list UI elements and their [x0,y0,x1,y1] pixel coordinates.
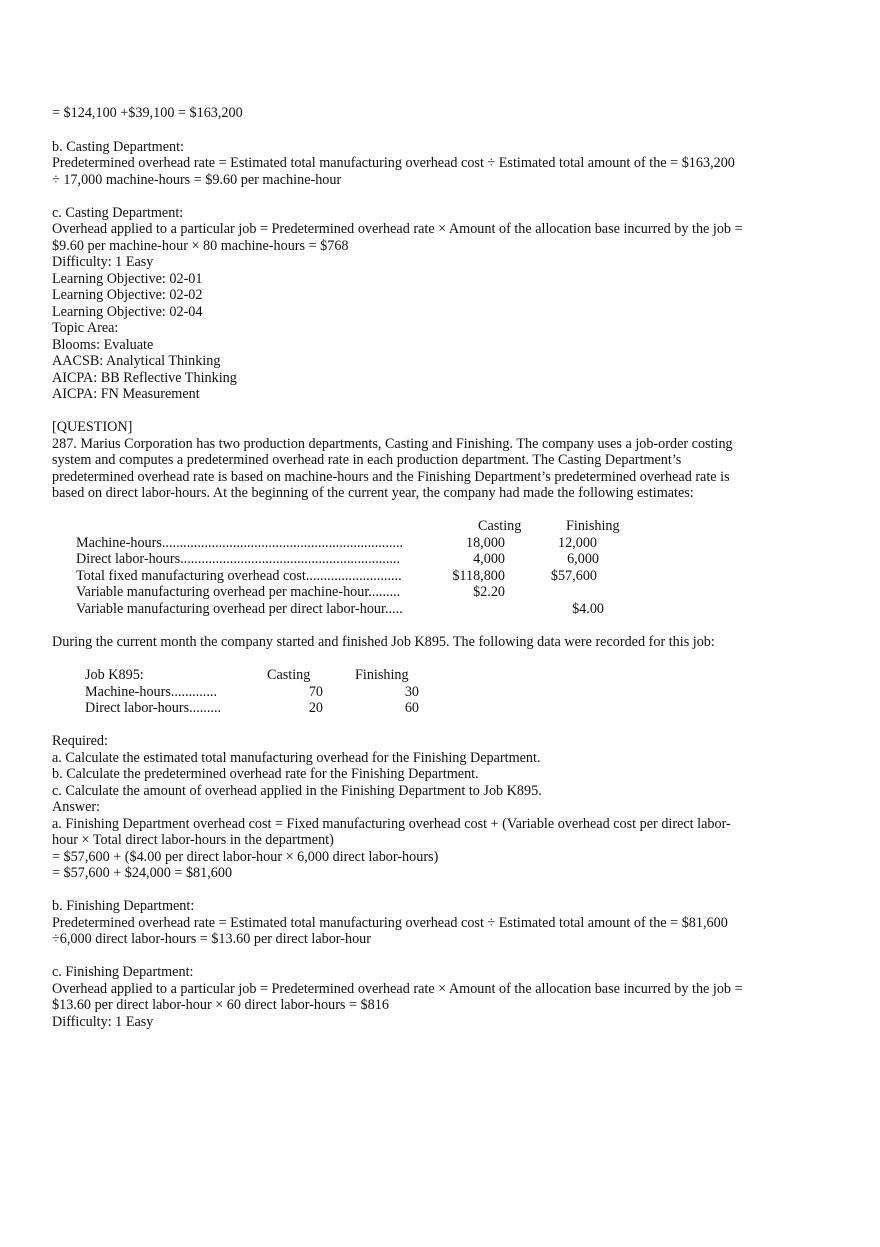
casting-b-heading: b. Casting Department: [52,139,184,155]
answer-c-heading: c. Finishing Department: [52,964,194,980]
job-cell-casting: 70 [308,684,323,700]
casting-c-line-2: $9.60 per machine-hour × 80 machine-hours = $768 [52,238,349,254]
job-cell-finishing: 30 [404,684,419,700]
meta-aicpa: AICPA: BB Reflective Thinking [52,370,237,386]
estimates-row-label: Direct labor-hours.............................................................. [76,551,401,567]
estimates-cell-casting: 4,000 [473,551,505,567]
job-intro-line: During the current month the company started and finished Job K895. The following data were recorded for this job: [52,634,715,650]
meta-aacsb: AACSB: Analytical Thinking [52,353,221,369]
answer-b-line: Predetermined overhead rate = Estimated total manufacturing overhead cost ÷ Estimated total amount of the = $81,600 [52,915,728,931]
question-line: system and computes a predetermined overhead rate in each production department. The Casting Department’s [52,452,682,468]
question-line: based on direct labor-hours. At the beginning of the current year, the company had made the following estimates: [52,485,694,501]
estimates-cell-finishing: 6,000 [567,551,599,567]
casting-c-line-1: Overhead applied to a particular job = Predetermined overhead rate × Amount of the allocation base incurred by the job = [52,221,743,237]
answer-b-line: ÷6,000 direct labor-hours = $13.60 per direct labor-hour [52,931,371,947]
answer-a-line: = $57,600 + ($4.00 per direct labor-hour × 6,000 direct labor-hours) [52,849,439,865]
required-item: a. Calculate the estimated total manufacturing overhead for the Finishing Department. [52,750,541,766]
answer-c-line: Overhead applied to a particular job = Predetermined overhead rate × Amount of the allocation base incurred by the job = [52,981,743,997]
casting-b-line-2: ÷ 17,000 machine-hours = $9.60 per machine-hour [52,172,342,188]
estimates-cell-casting: $118,800 [452,568,505,584]
answer-c-line: $13.60 per direct labor-hour × 60 direct labor-hours = $816 [52,997,389,1013]
answer-b-heading: b. Finishing Department: [52,898,195,914]
estimates-cell-casting: 18,000 [465,535,505,551]
answer-a-line: a. Finishing Department overhead cost = Fixed manufacturing overhead cost + (Variable overhead cost per direct labor- [52,816,731,832]
meta-blooms: Blooms: Evaluate [52,337,154,353]
answer-a-line: = $57,600 + $24,000 = $81,600 [52,865,233,881]
estimates-row-label: Variable manufacturing overhead per machine-hour......... [76,584,401,600]
casting-b-line-1: Predetermined overhead rate = Estimated total manufacturing overhead cost ÷ Estimated total amount of the = $163,200 [52,155,735,171]
required-item: b. Calculate the predetermined overhead rate for the Finishing Department. [52,766,479,782]
job-row-label: Machine-hours............. [85,684,217,700]
casting-total-overhead-line: = $124,100 +$39,100 = $163,200 [52,105,243,121]
job-header-casting: Casting [267,667,311,683]
meta-topic-area: Topic Area: [52,320,119,336]
job-row-label: Direct labor-hours......... [85,700,222,716]
answer-heading: Answer: [52,799,101,815]
estimates-header-finishing: Finishing [566,518,620,534]
question-line: predetermined overhead rate is based on machine-hours and the Finishing Department’s predetermined overhead rate is [52,469,730,485]
estimates-cell-casting: $2.20 [473,584,505,600]
estimates-row-label: Machine-hours.................................................................... [76,535,404,551]
job-cell-finishing: 60 [404,700,419,716]
job-cell-casting: 20 [308,700,323,716]
job-table-title: Job K895: [85,667,144,683]
meta-learning-objective: Learning Objective: 02-04 [52,304,203,320]
meta-difficulty: Difficulty: 1 Easy [52,254,154,270]
answer-difficulty: Difficulty: 1 Easy [52,1014,154,1030]
meta-aicpa: AICPA: FN Measurement [52,386,200,402]
estimates-row-label: Variable manufacturing overhead per direct labor-hour..... [76,601,403,617]
estimates-header-casting: Casting [478,518,522,534]
required-heading: Required: [52,733,108,749]
question-line: 287. Marius Corporation has two production departments, Casting and Finishing. The company uses a job-order costing [52,436,733,452]
estimates-cell-finishing: $4.00 [572,601,604,617]
answer-a-line: hour × Total direct labor-hours in the department) [52,832,334,848]
question-tag: [QUESTION] [52,419,133,435]
meta-learning-objective: Learning Objective: 02-02 [52,287,203,303]
job-header-finishing: Finishing [355,667,409,683]
casting-c-heading: c. Casting Department: [52,205,184,221]
estimates-cell-finishing: 12,000 [557,535,597,551]
estimates-cell-finishing: $57,600 [550,568,597,584]
required-item: c. Calculate the amount of overhead applied in the Finishing Department to Job K895. [52,783,542,799]
estimates-row-label: Total fixed manufacturing overhead cost........................... [76,568,402,584]
meta-learning-objective: Learning Objective: 02-01 [52,271,203,287]
